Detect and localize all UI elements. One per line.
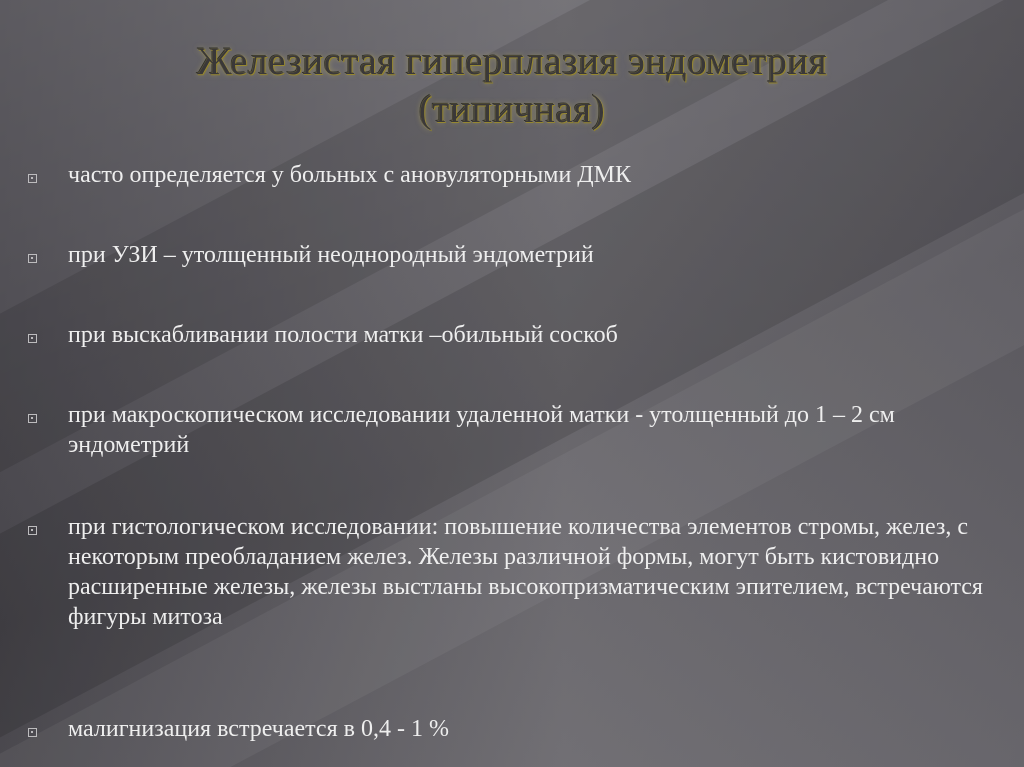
bullet-text: малигнизация встречается в 0,4 - 1 % <box>68 716 449 742</box>
bullet-item <box>28 400 988 460</box>
slide-title-line1: Железистая гиперплазия эндометрия <box>196 40 828 83</box>
bullet-item <box>28 714 988 744</box>
bullet-item <box>28 240 988 270</box>
bullet-item <box>28 320 988 350</box>
bullet-text: при макроскопическом исследовании удаленной матки - утолщенный до 1 – 2 см эндометрий <box>68 402 895 458</box>
bullet-item <box>28 160 988 190</box>
bullet-text: при гистологическом исследовании: повышение количества элементов стромы, желез, с некоторым преобладанием желез. Железы различной формы, могут быть кистовидно расширенные железы, железы выстланы высокопризматическим эпителием, встречаются фигуры митоза <box>68 514 983 630</box>
slide-title-line2: (типичная) <box>418 88 606 131</box>
bullet-text: при УЗИ – утолщенный неоднородный эндометрий <box>68 242 594 268</box>
slide-title <box>60 38 964 134</box>
bullet-item <box>28 512 988 632</box>
square-bullet-icon <box>28 728 37 737</box>
bullet-text: при выскабливании полости матки –обильный соскоб <box>68 322 618 348</box>
square-bullet-icon <box>28 526 37 535</box>
bullet-text: часто определяется у больных с ановуляторными ДМК <box>68 162 632 188</box>
square-bullet-icon <box>28 334 37 343</box>
square-bullet-icon <box>28 414 37 423</box>
square-bullet-icon <box>28 174 37 183</box>
square-bullet-icon <box>28 254 37 263</box>
